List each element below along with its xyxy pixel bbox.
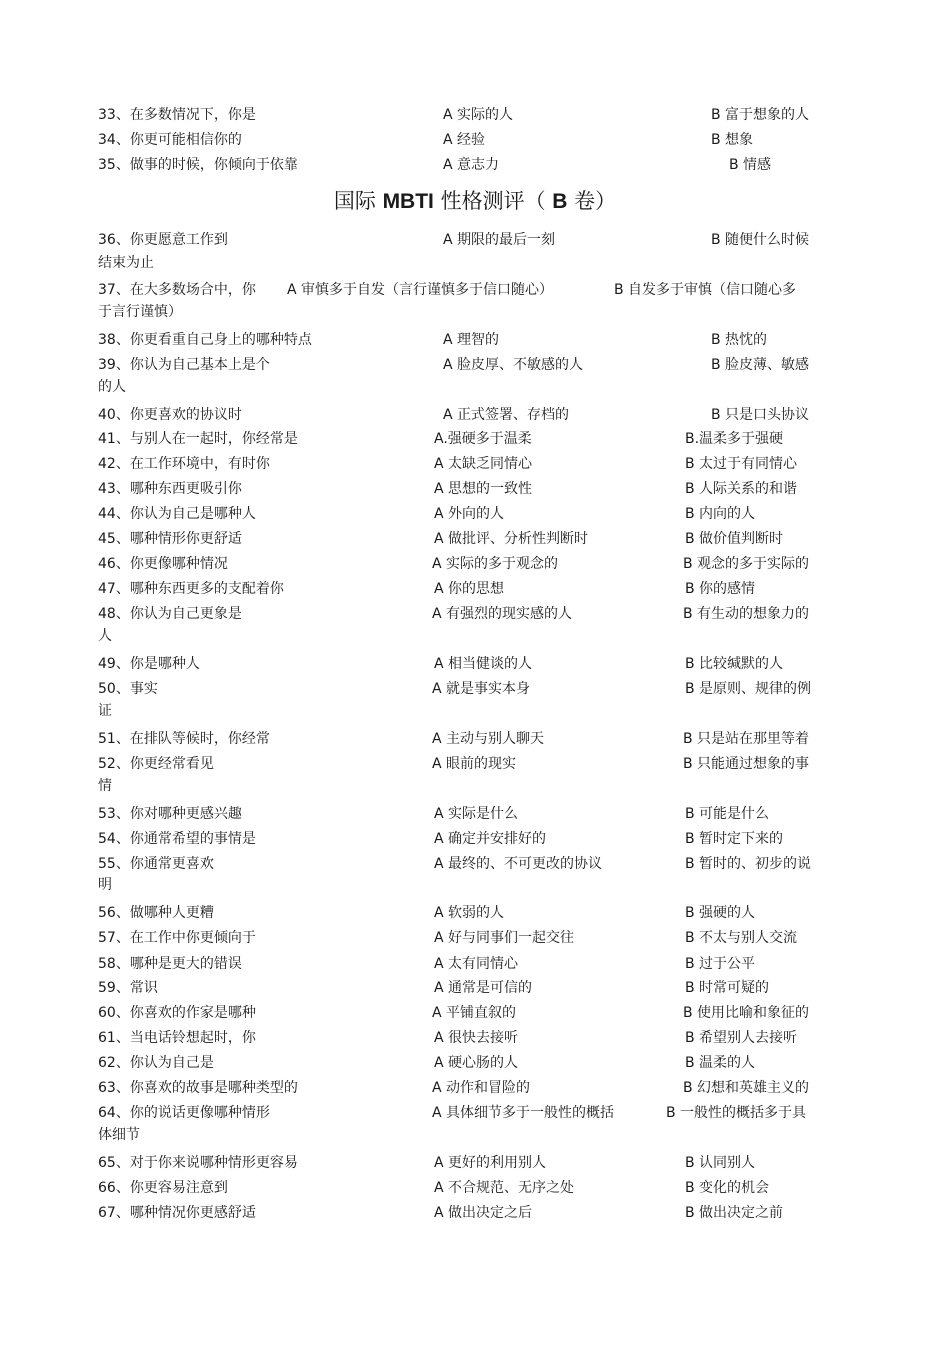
option-b: B 时常可疑的 — [685, 980, 770, 996]
question-text: 62、你认为自己是 — [98, 1055, 214, 1071]
option-a: A 外向的人 — [434, 506, 505, 522]
option-b: B 可能是什么 — [685, 806, 770, 822]
option-a: A 最终的、不可更改的协议 — [434, 856, 603, 872]
option-a: A 正式签署、存档的 — [443, 407, 570, 423]
option-b: B 太过于有同情心 — [685, 456, 798, 472]
option-a: A 太缺乏同情心 — [434, 456, 533, 472]
option-b: B 情感 — [729, 157, 772, 173]
question-text: 55、你通常更喜欢 — [98, 856, 214, 872]
question-text: 45、哪种情形你更舒适 — [98, 531, 242, 547]
option-a: A 很快去接听 — [434, 1030, 519, 1046]
question-text: 40、你更喜欢的协议时 — [98, 407, 242, 423]
option-a: A 眼前的现实 — [432, 756, 517, 772]
option-a: A 审慎多于自发（言行谨慎多于信口随心） — [287, 282, 554, 298]
option-b: B 是原则、规律的例 — [685, 681, 812, 697]
title-suffix: 卷） — [567, 189, 617, 213]
title-b: B — [552, 190, 568, 213]
option-a: A 具体细节多于一般性的概括 — [432, 1105, 615, 1121]
test-title — [0, 186, 950, 217]
option-b: B 强硬的人 — [685, 905, 756, 921]
option-b: B 内向的人 — [685, 506, 756, 522]
question-text: 37、在大多数场合中，你 — [98, 282, 256, 298]
question-text: 38、你更看重自己身上的哪种特点 — [98, 332, 312, 348]
question-continuation: 人 — [98, 628, 112, 644]
question-text: 42、在工作环境中，有时你 — [98, 456, 270, 472]
question-continuation: 情 — [98, 778, 112, 794]
question-continuation: 的人 — [98, 379, 126, 395]
option-b: B 富于想象的人 — [711, 107, 810, 123]
option-a: A 期限的最后一刻 — [443, 232, 556, 248]
option-a: A 实际的多于观念的 — [432, 556, 559, 572]
question-text: 46、你更像哪种情况 — [98, 556, 228, 572]
option-b: B 希望别人去接听 — [685, 1030, 798, 1046]
option-b: B 随便什么时候 — [711, 232, 810, 248]
option-b: B 有生动的想象力的 — [683, 606, 810, 622]
option-a: A 通常是可信的 — [434, 980, 533, 996]
question-text: 43、哪种东西更吸引你 — [98, 481, 242, 497]
option-b: B.温柔多于强硬 — [685, 431, 784, 447]
option-a: A 相当健谈的人 — [434, 656, 533, 672]
question-text: 51、在排队等候时，你经常 — [98, 731, 270, 747]
option-b: B 不太与别人交流 — [685, 930, 798, 946]
question-text: 44、你认为自己是哪种人 — [98, 506, 256, 522]
question-continuation: 结束为止 — [98, 255, 154, 271]
question-text: 67、哪种情况你更感舒适 — [98, 1205, 256, 1221]
question-text: 53、你对哪种更感兴趣 — [98, 806, 242, 822]
question-text: 66、你更容易注意到 — [98, 1180, 228, 1196]
question-text: 52、你更经常看见 — [98, 756, 214, 772]
question-text: 54、你通常希望的事情是 — [98, 831, 256, 847]
option-a: A 硬心肠的人 — [434, 1055, 519, 1071]
option-b: B 自发多于审慎（信口随心多 — [614, 282, 797, 298]
option-a: A 确定并安排好的 — [434, 831, 547, 847]
question-text: 63、你喜欢的故事是哪种类型的 — [98, 1080, 298, 1096]
option-b: B 温柔的人 — [685, 1055, 756, 1071]
title-middle: 性格测评（ — [433, 189, 553, 213]
question-text: 56、做哪种人更糟 — [98, 905, 214, 921]
option-a: A 太有同情心 — [434, 956, 519, 972]
option-a: A 做出决定之后 — [434, 1205, 533, 1221]
question-text: 50、事实 — [98, 681, 158, 697]
option-b: B 暂时的、初步的说 — [685, 856, 812, 872]
question-text: 60、你喜欢的作家是哪种 — [98, 1005, 256, 1021]
option-b: B 过于公平 — [685, 956, 756, 972]
option-a: A 经验 — [443, 132, 486, 148]
option-a: A 思想的一致性 — [434, 481, 533, 497]
question-text: 36、你更愿意工作到 — [98, 232, 228, 248]
question-text: 35、做事的时候，你倾向于依靠 — [98, 157, 298, 173]
question-text: 48、你认为自己更象是 — [98, 606, 242, 622]
question-text: 59、常识 — [98, 980, 158, 996]
option-b: B 使用比喻和象征的 — [683, 1005, 810, 1021]
question-text: 61、当电话铃想起时，你 — [98, 1030, 256, 1046]
question-text: 49、你是哪种人 — [98, 656, 200, 672]
option-b: B 想象 — [711, 132, 754, 148]
option-b: B 你的感情 — [685, 581, 756, 597]
option-a: A 更好的利用别人 — [434, 1155, 547, 1171]
option-b: B 变化的机会 — [685, 1180, 770, 1196]
option-a: A 实际是什么 — [434, 806, 519, 822]
option-a: A 你的思想 — [434, 581, 505, 597]
question-text: 65、对于你来说哪种情形更容易 — [98, 1155, 298, 1171]
option-b: B 只能通过想象的事 — [683, 756, 810, 772]
option-b: B 幻想和英雄主义的 — [683, 1080, 810, 1096]
option-a: A 好与同事们一起交往 — [434, 930, 575, 946]
option-a: A 意志力 — [443, 157, 500, 173]
question-text: 39、你认为自己基本上是个 — [98, 357, 270, 373]
option-a: A 实际的人 — [443, 107, 514, 123]
question-text: 34、你更可能相信你的 — [98, 132, 242, 148]
option-a: A.强硬多于温柔 — [434, 431, 532, 447]
option-b: B 人际关系的和谐 — [685, 481, 798, 497]
question-continuation: 体细节 — [98, 1127, 140, 1143]
question-text: 41、与别人在一起时，你经常是 — [98, 431, 298, 447]
option-a: A 就是事实本身 — [432, 681, 531, 697]
option-b: B 做价值判断时 — [685, 531, 784, 547]
option-b: B 脸皮薄、敏感 — [711, 357, 810, 373]
option-b: B 比较缄默的人 — [685, 656, 784, 672]
option-b: B 认同别人 — [685, 1155, 756, 1171]
question-text: 57、在工作中你更倾向于 — [98, 930, 256, 946]
option-b: B 热忱的 — [711, 332, 768, 348]
title-prefix: 国际 — [333, 189, 383, 213]
option-a: A 有强烈的现实感的人 — [432, 606, 573, 622]
question-text: 47、哪种东西更多的支配着你 — [98, 581, 284, 597]
title-mbti: MBTI — [382, 190, 434, 213]
question-continuation: 明 — [98, 877, 112, 893]
option-b: B 一般性的概括多于具 — [666, 1105, 807, 1121]
option-b: B 做出决定之前 — [685, 1205, 784, 1221]
option-b: B 观念的多于实际的 — [683, 556, 810, 572]
question-text: 33、在多数情况下，你是 — [98, 107, 256, 123]
option-a: A 软弱的人 — [434, 905, 505, 921]
option-b: B 暂时定下来的 — [685, 831, 784, 847]
option-a: A 平铺直叙的 — [432, 1005, 517, 1021]
option-b: B 只是口头协议 — [711, 407, 810, 423]
option-a: A 脸皮厚、不敏感的人 — [443, 357, 584, 373]
option-b: B 只是站在那里等着 — [683, 731, 810, 747]
question-continuation: 证 — [98, 703, 112, 719]
option-a: A 动作和冒险的 — [432, 1080, 531, 1096]
option-a: A 做批评、分析性判断时 — [434, 531, 589, 547]
option-a: A 理智的 — [443, 332, 500, 348]
question-text: 64、你的说话更像哪种情形 — [98, 1105, 270, 1121]
option-a: A 主动与别人聊天 — [432, 731, 545, 747]
question-text: 58、哪种是更大的错误 — [98, 956, 242, 972]
option-a: A 不合规范、无序之处 — [434, 1180, 575, 1196]
question-continuation: 于言行谨慎） — [98, 304, 182, 320]
